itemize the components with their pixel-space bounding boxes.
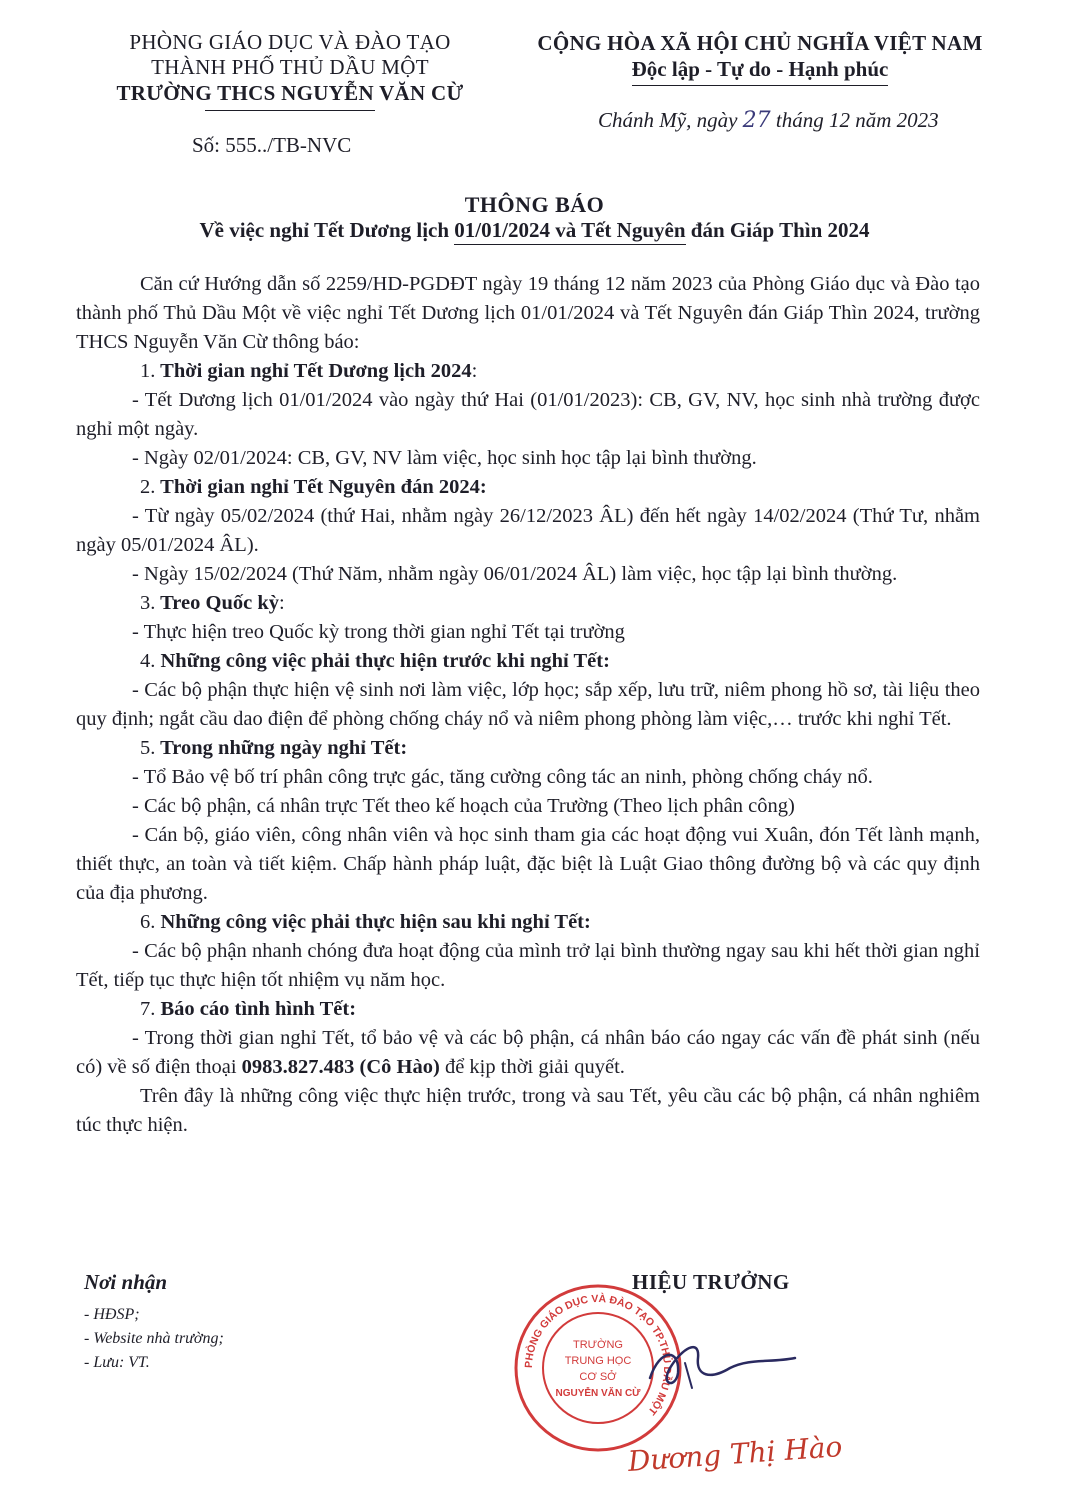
stamp-line-2: TRUNG HỌC: [564, 1355, 632, 1367]
national-header: [520, 30, 1000, 86]
section-6-item-1: - Các bộ phận nhanh chóng đưa hoạt động của mình trở lại bình thường ngay sau khi hết thời gian nghỉ Tết, tiếp tục thực hiện tốt nhiệm vụ năm học.: [76, 940, 980, 991]
issuer-line-2: THÀNH PHỐ THỦ DẦU MỘT: [151, 55, 429, 79]
section-2-item-1: - Từ ngày 05/02/2024 (thứ Hai, nhằm ngày 26/12/2023 ÂL) đến hết ngày 14/02/2024 (Thứ Tư, nhằm ngày 05/01/2024 ÂL).: [76, 505, 980, 556]
recipient-item: - Website nhà trường;: [84, 1330, 224, 1347]
issuer-header: [70, 30, 510, 111]
section-3-heading: 3. Treo Quốc kỳ:: [140, 592, 285, 614]
handwritten-signature: [640, 1328, 800, 1408]
issuer-underline: [205, 110, 375, 111]
section-1-item-2: - Ngày 02/01/2024: CB, GV, NV làm việc, học sinh học tập lại bình thường.: [132, 447, 757, 469]
stamp-ring-text: PHÒNG GIÁO DỤC VÀ ĐÀO TẠO TP.THỦ DẦU MỘT: [522, 1292, 674, 1418]
section-6-heading: 6. Những công việc phải thực hiện sau khi nghỉ Tết:: [140, 911, 591, 933]
hotline-number: 0983.827.483 (Cô Hào): [241, 1056, 440, 1078]
national-title: CỘNG HÒA XÃ HỘI CHỦ NGHĨA VIỆT NAM: [537, 31, 983, 55]
recipients-heading: Nơi nhận: [84, 1270, 168, 1294]
closing-paragraph: Trên đây là những công việc thực hiện trước, trong và sau Tết, yêu cầu các bộ phận, cá nhân nghiêm túc thực hiện.: [76, 1085, 980, 1136]
document-title: THÔNG BÁO: [464, 192, 605, 217]
section-4-heading: 4. Những công việc phải thực hiện trước khi nghỉ Tết:: [140, 650, 610, 672]
stamp-line-1: TRƯỜNG: [573, 1339, 623, 1351]
recipient-item: - Lưu: VT.: [84, 1354, 150, 1371]
signer-title: HIỆU TRƯỞNG: [632, 1270, 790, 1294]
section-5-item-3: - Cán bộ, giáo viên, công nhân viên và học sinh tham gia các hoạt động vui Xuân, đón Tết lành mạnh, thiết thực, an toàn và tiết kiệm. Chấp hành pháp luật, đặc biệt là Luật Giao thông đường bộ và các quy định của địa phương.: [76, 824, 980, 904]
section-3-item-1: - Thực hiện treo Quốc kỳ trong thời gian nghỉ Tết tại trường: [132, 621, 625, 643]
date-line: [598, 108, 939, 133]
section-1-heading: 1. Thời gian nghỉ Tết Dương lịch 2024:: [140, 360, 478, 382]
date-day: 27: [742, 108, 771, 133]
document-number: Số: 555../TB-NVC: [192, 133, 352, 157]
subtitle-part-b: 01/01/2024 và Tết Nguyên: [454, 218, 685, 245]
subtitle-part-c: đán Giáp Thìn 2024: [685, 218, 870, 242]
national-motto: Độc lập - Tự do - Hạnh phúc: [632, 56, 889, 86]
section-4-item-1: - Các bộ phận thực hiện vệ sinh nơi làm việc, lớp học; sắp xếp, lưu trữ, niêm phong hồ sơ, tài liệu theo quy định; ngắt cầu dao điện để phòng chống cháy nổ và niêm phong phòng làm việc,… trước khi nghỉ Tết.: [76, 679, 980, 730]
recipient-item: - HĐSP;: [84, 1306, 140, 1323]
section-1-item-1: - Tết Dương lịch 01/01/2024 vào ngày thứ Hai (01/01/2023): CB, GV, NV, học sinh nhà trường được nghỉ một ngày.: [76, 389, 980, 440]
stamp-line-3: CƠ SỞ: [579, 1371, 617, 1383]
signer-name: Dương Thị Hào: [626, 1430, 844, 1478]
section-5-item-1: - Tổ Bảo vệ bố trí phân công trực gác, tăng cường công tác an ninh, phòng chống cháy nổ.: [132, 766, 873, 788]
section-2-item-2: - Ngày 15/02/2024 (Thứ Năm, nhằm ngày 06/01/2024 ÂL) làm việc, học tập lại bình thường.: [132, 563, 898, 585]
section-7-item-1: - Trong thời gian nghỉ Tết, tổ bảo vệ và các bộ phận, cá nhân báo cáo ngay các vấn đề phát sinh (nếu có) về số điện thoại 0983.827.483 (Cô Hào) để kịp thời giải quyết.: [76, 1027, 980, 1078]
section-7-heading: 7. Báo cáo tình hình Tết:: [140, 998, 357, 1020]
stamp-line-4: NGUYỄN VĂN CỪ: [555, 1388, 641, 1399]
section-2-heading: 2. Thời gian nghỉ Tết Nguyên đán 2024:: [140, 476, 487, 498]
section-5-heading: 5. Trong những ngày nghỉ Tết:: [140, 737, 408, 759]
issuer-school: TRƯỜNG THCS NGUYỄN VĂN CỪ: [116, 81, 464, 105]
recipients-block: [84, 1270, 224, 1375]
subtitle-part-a: Về việc nghỉ Tết Dương lịch: [199, 218, 455, 242]
date-prefix: Chánh Mỹ, ngày: [598, 108, 738, 132]
section-5-item-2: - Các bộ phận, cá nhân trực Tết theo kế hoạch của Trường (Theo lịch phân công): [132, 795, 795, 817]
issuer-line-1: PHÒNG GIÁO DỤC VÀ ĐÀO TẠO: [129, 30, 451, 54]
document-subtitle: [0, 218, 1069, 243]
intro-paragraph: Căn cứ Hướng dẫn số 2259/HD-PGDĐT ngày 19 tháng 12 năm 2023 của Phòng Giáo dục và Đào tạo thành phố Thủ Dầu Một về việc nghỉ Tết Dương lịch 01/01/2024 và Tết Nguyên đán Giáp Thìn 2024, trường THCS Nguyễn Văn Cừ thông báo:: [76, 273, 980, 353]
document-body: [76, 270, 980, 1140]
date-suffix: tháng 12 năm 2023: [775, 108, 939, 132]
